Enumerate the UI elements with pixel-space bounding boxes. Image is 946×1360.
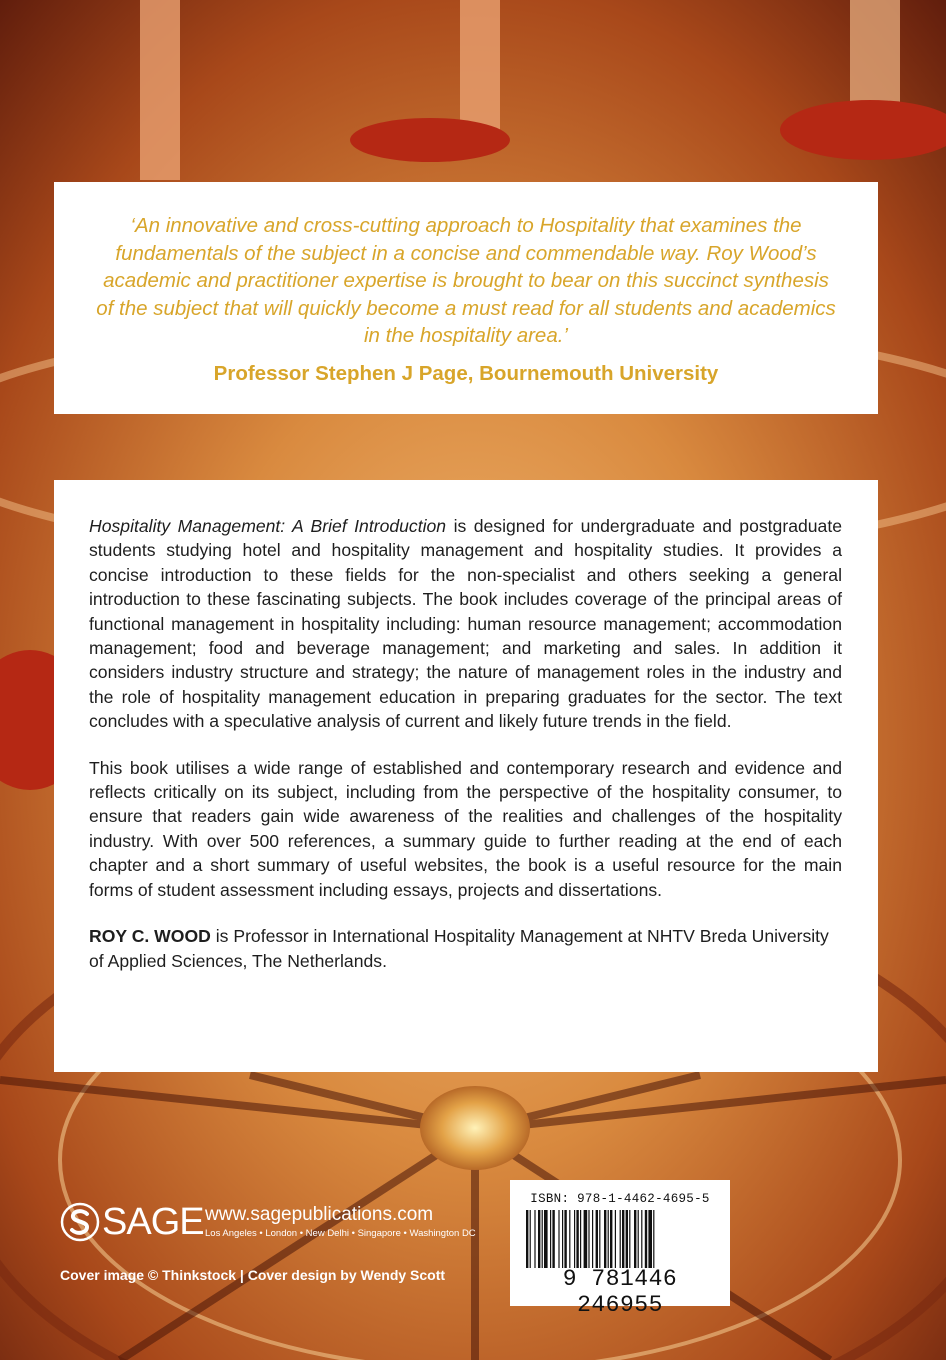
author-bio-text: is Professor in International Hospitality Management at NHTV Breda University of Applied Sciences, The Netherlands. xyxy=(89,926,829,971)
publisher-cities: Los Angeles • London • New Delhi • Singapore • Washington DC xyxy=(205,1228,476,1239)
sage-logo-icon xyxy=(60,1202,100,1242)
book-description-panel xyxy=(54,480,878,1072)
barcode-digits: 9 781446 246955 xyxy=(562,1266,678,1318)
author-name: ROY C. WOOD xyxy=(89,926,211,947)
description-paragraph-1-text: is designed for undergraduate and postgraduate students studying hotel and hospitality management and hospitality studies. It provides a concise introduction to these fields for the non-specialist and others seeking a general introduction to these fascinating subjects. The book includes coverage of the principal areas of functional management in hospitality including: human resource management; accommodation management; food and beverage management; and marketing and sales. In addition it considers industry structure and strategy; the nature of management roles in the industry and the role of hospitality management education in preparing graduates for the sector. The text concludes with a speculative analysis of current and likely future trends in the field. xyxy=(89,516,843,732)
description-paragraph-2: This book utilises a wide range of established and contemporary research and evidence and reflects critically on its subject, including from the perspective of the hospitality consumer, to ensure that readers gain wide awareness of the realities and challenges of the hospitality industry. With over 500 references, a summary guide to further reading at the end of each chapter and a short summary of useful websites, the book is a useful resource for the main forms of student assessment including essays, projects and dissertations. xyxy=(89,757,842,900)
endorsement-quote: ‘An innovative and cross-cutting approach to Hospitality that examines the fundamentals of the subject in a concise and commendable way. Roy Wood’s academic and practitioner expertise is brought to bear on this succinct synthesis of the subject that will quickly become a must read for all students and academics in the hospitality area.’ xyxy=(96,214,836,347)
isbn-barcode-box xyxy=(510,1180,730,1318)
description-paragraph-1 xyxy=(89,514,842,734)
endorsement-author: Professor Stephen J Page, Bournemouth University xyxy=(213,361,719,385)
sage-logo-text: SAGE xyxy=(102,1200,204,1243)
publisher-url[interactable]: www.sagepublications.com xyxy=(205,1204,434,1225)
sage-logo xyxy=(60,1201,204,1243)
isbn-label: ISBN: 978-1-4462-4695-5 xyxy=(530,1192,710,1206)
barcode-icon xyxy=(520,1210,720,1268)
cover-credits: Cover image © Thinkstock | Cover design by Wendy Scott xyxy=(60,1267,446,1283)
book-title-italic: Hospitality Management: A Brief Introduction xyxy=(89,516,447,536)
endorsement-quote-panel xyxy=(54,182,878,414)
author-bio xyxy=(89,924,842,973)
